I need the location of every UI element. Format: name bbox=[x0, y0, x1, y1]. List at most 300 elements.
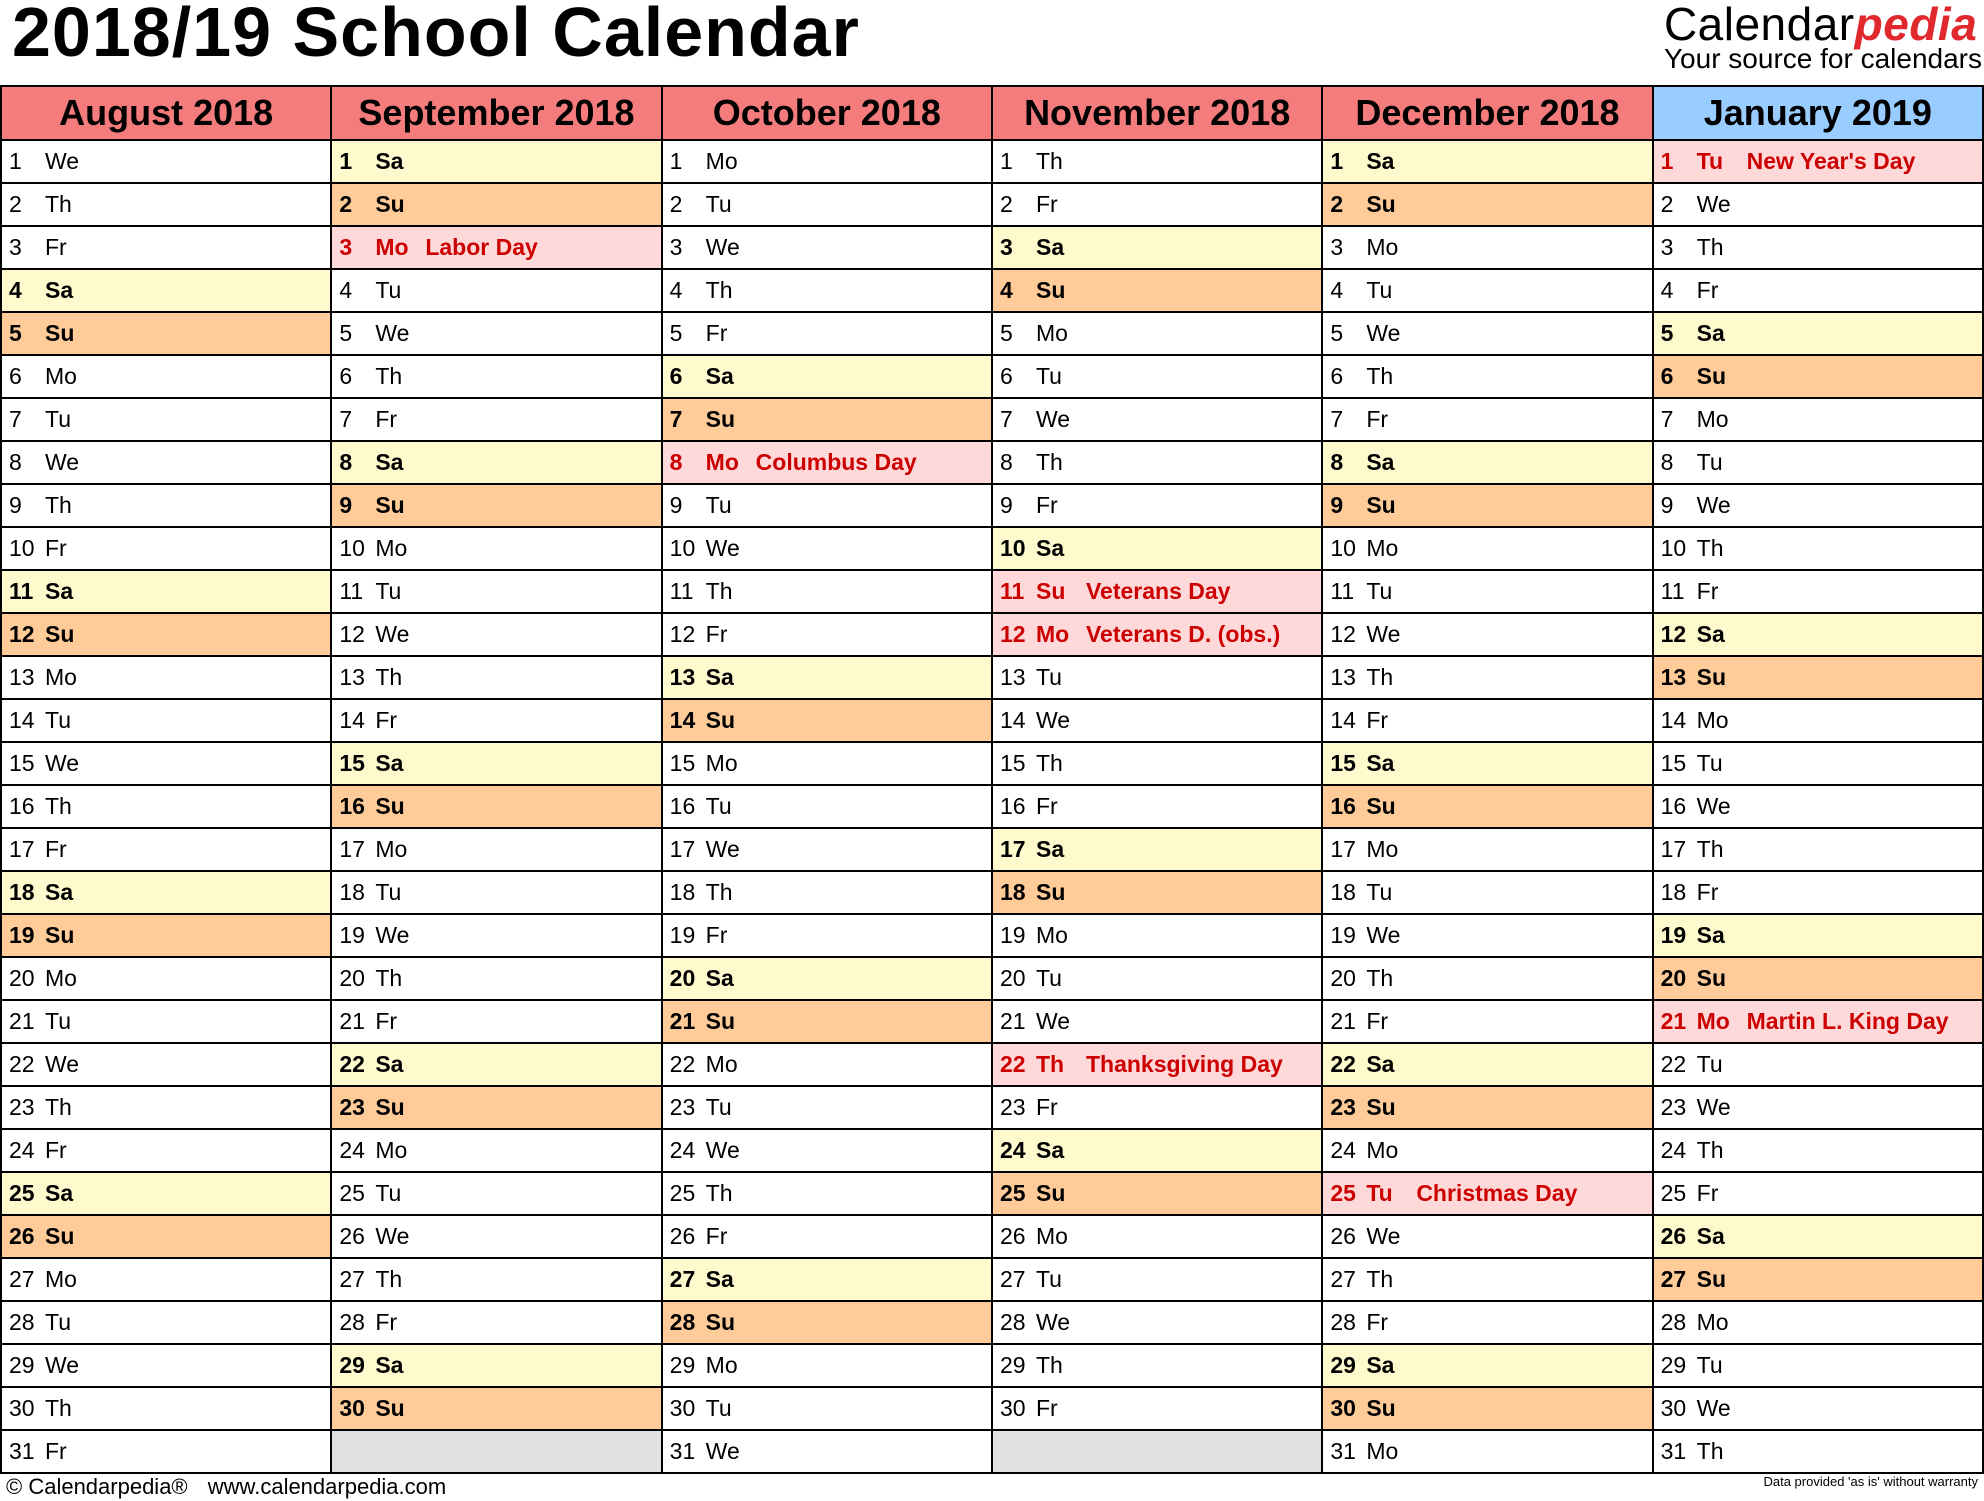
day-content bbox=[332, 1388, 660, 1429]
day-cell bbox=[1653, 1258, 1983, 1301]
day-number: 28 bbox=[339, 1309, 365, 1335]
day-number: 25 bbox=[669, 1180, 696, 1206]
day-content bbox=[332, 915, 660, 956]
day-content bbox=[332, 485, 660, 526]
page-title: 2018/19 School Calendar bbox=[12, 0, 860, 71]
weekday-label: Sa bbox=[375, 148, 404, 174]
day-cell bbox=[1653, 484, 1983, 527]
day-content bbox=[1654, 1388, 1982, 1429]
weekday-label: Th bbox=[1696, 1137, 1724, 1163]
weekday-label: Tu bbox=[375, 879, 402, 905]
weekday-label: Sa bbox=[1696, 922, 1725, 948]
day-content bbox=[1323, 485, 1651, 526]
day-row bbox=[1, 1301, 1983, 1344]
day-number: 15 bbox=[1660, 750, 1687, 776]
day-number: 12 bbox=[9, 621, 35, 647]
day-content bbox=[1654, 1087, 1982, 1128]
weekday-label: We bbox=[1366, 320, 1401, 346]
day-cell bbox=[1322, 699, 1652, 742]
day-number: 23 bbox=[999, 1094, 1026, 1120]
weekday-label: We bbox=[705, 836, 740, 862]
day-content bbox=[2, 1431, 330, 1472]
day-cell bbox=[1653, 1215, 1983, 1258]
day-number: 28 bbox=[999, 1309, 1026, 1335]
day-number: 1 bbox=[339, 148, 353, 174]
day-number: 13 bbox=[1330, 664, 1356, 690]
day-cell bbox=[331, 1215, 661, 1258]
day-cell bbox=[331, 828, 661, 871]
day-content bbox=[2, 442, 330, 483]
holiday-label: Labor Day bbox=[425, 234, 538, 260]
day-number: 9 bbox=[9, 492, 22, 518]
day-cell bbox=[992, 699, 1322, 742]
day-content bbox=[663, 442, 991, 483]
day-number: 22 bbox=[339, 1051, 365, 1077]
day-row bbox=[1, 1086, 1983, 1129]
day-number: 1 bbox=[9, 148, 22, 174]
day-number: 19 bbox=[669, 922, 696, 948]
logo-brand-accent: pedia bbox=[1854, 0, 1978, 50]
weekday-label: Th bbox=[45, 1094, 72, 1120]
weekday-label: Su bbox=[375, 793, 405, 819]
day-number: 31 bbox=[1330, 1438, 1356, 1464]
weekday-label: Fr bbox=[375, 1309, 398, 1335]
day-number: 29 bbox=[9, 1352, 35, 1378]
weekday-label: Mo bbox=[1696, 707, 1729, 733]
weekday-label: Su bbox=[1366, 1395, 1396, 1421]
weekday-label: Fr bbox=[1366, 1008, 1389, 1034]
day-number: 27 bbox=[1330, 1266, 1356, 1292]
day-cell bbox=[1, 1172, 331, 1215]
weekday-label: Th bbox=[1366, 965, 1394, 991]
day-cell bbox=[662, 742, 992, 785]
day-content bbox=[332, 786, 660, 827]
day-cell bbox=[331, 699, 661, 742]
day-number: 22 bbox=[999, 1051, 1026, 1077]
weekday-label: Tu bbox=[375, 277, 402, 303]
day-number: 6 bbox=[9, 363, 22, 389]
day-number: 3 bbox=[999, 234, 1013, 260]
day-content bbox=[1323, 872, 1651, 913]
weekday-label: Su bbox=[1366, 492, 1396, 518]
day-content bbox=[332, 227, 660, 268]
day-content bbox=[663, 184, 991, 225]
day-cell bbox=[1322, 742, 1652, 785]
day-number: 4 bbox=[999, 277, 1013, 303]
day-number: 3 bbox=[1330, 234, 1344, 260]
day-cell bbox=[992, 1387, 1322, 1430]
day-number: 23 bbox=[339, 1094, 365, 1120]
day-cell bbox=[662, 1000, 992, 1043]
day-content bbox=[1323, 1302, 1651, 1343]
day-cell bbox=[1, 355, 331, 398]
day-content bbox=[1323, 1173, 1651, 1214]
weekday-label: Su bbox=[375, 492, 405, 518]
day-cell bbox=[1653, 1172, 1983, 1215]
day-number: 10 bbox=[339, 535, 365, 561]
day-cell bbox=[1653, 742, 1983, 785]
day-content bbox=[2, 743, 330, 784]
day-row bbox=[1, 1172, 1983, 1215]
holiday-cell bbox=[331, 226, 661, 269]
day-cell bbox=[1, 699, 331, 742]
weekday-label: Sa bbox=[1035, 535, 1065, 561]
day-number: 24 bbox=[999, 1137, 1026, 1163]
weekday-label: We bbox=[1035, 1008, 1071, 1034]
day-number: 25 bbox=[1330, 1180, 1356, 1206]
weekday-label: Th bbox=[1366, 1266, 1394, 1292]
weekday-label: Mo bbox=[375, 234, 409, 260]
day-cell bbox=[1, 785, 331, 828]
day-cell bbox=[1653, 527, 1983, 570]
day-content bbox=[1323, 1216, 1651, 1257]
day-content bbox=[663, 872, 991, 913]
day-number: 22 bbox=[669, 1051, 696, 1077]
day-content bbox=[993, 1173, 1321, 1214]
day-content bbox=[663, 786, 991, 827]
month-header: December 2018 bbox=[1322, 86, 1652, 140]
day-content bbox=[1323, 829, 1651, 870]
weekday-label: Th bbox=[1366, 363, 1394, 389]
day-cell bbox=[992, 269, 1322, 312]
weekday-label: Th bbox=[1035, 1352, 1063, 1378]
day-row bbox=[1, 914, 1983, 957]
day-content bbox=[663, 485, 991, 526]
weekday-label: Fr bbox=[45, 234, 67, 260]
day-number: 16 bbox=[999, 793, 1026, 819]
day-cell bbox=[1322, 140, 1652, 183]
empty-cell bbox=[331, 1430, 661, 1473]
day-number: 26 bbox=[669, 1223, 696, 1249]
day-number: 11 bbox=[339, 578, 364, 604]
weekday-label: We bbox=[705, 1438, 740, 1464]
weekday-label: Th bbox=[1035, 1051, 1065, 1077]
day-number: 29 bbox=[669, 1352, 696, 1378]
weekday-label: Tu bbox=[1696, 1352, 1723, 1378]
weekday-label: Fr bbox=[1696, 578, 1719, 604]
weekday-label: Tu bbox=[1366, 1180, 1393, 1206]
weekday-label: Tu bbox=[705, 793, 732, 819]
weekday-label: Th bbox=[45, 1395, 72, 1421]
weekday-label: Fr bbox=[45, 836, 67, 862]
day-cell bbox=[662, 699, 992, 742]
day-cell bbox=[992, 484, 1322, 527]
day-number: 11 bbox=[669, 578, 694, 604]
day-content bbox=[1654, 227, 1982, 268]
day-number: 21 bbox=[999, 1008, 1026, 1034]
day-number: 23 bbox=[1330, 1094, 1356, 1120]
day-number: 11 bbox=[1330, 578, 1355, 604]
day-content bbox=[1323, 227, 1651, 268]
day-content bbox=[993, 1001, 1321, 1042]
day-content bbox=[663, 141, 991, 182]
day-cell bbox=[1, 1387, 331, 1430]
day-number: 16 bbox=[339, 793, 365, 819]
day-cell bbox=[1, 957, 331, 1000]
weekday-label: We bbox=[1366, 922, 1401, 948]
day-content bbox=[993, 313, 1321, 354]
day-cell bbox=[1322, 398, 1652, 441]
day-cell bbox=[1, 570, 331, 613]
day-content bbox=[663, 829, 991, 870]
day-cell bbox=[992, 742, 1322, 785]
day-content bbox=[332, 356, 660, 397]
day-cell bbox=[331, 1000, 661, 1043]
day-number: 1 bbox=[1330, 148, 1344, 174]
day-content bbox=[663, 1001, 991, 1042]
day-number: 5 bbox=[9, 320, 22, 346]
weekday-label: Sa bbox=[1366, 1051, 1395, 1077]
day-number: 17 bbox=[339, 836, 365, 862]
day-number: 16 bbox=[9, 793, 35, 819]
day-number: 7 bbox=[999, 406, 1013, 432]
day-cell bbox=[1322, 871, 1652, 914]
day-content bbox=[993, 743, 1321, 784]
day-number: 23 bbox=[669, 1094, 696, 1120]
day-number: 8 bbox=[9, 449, 22, 475]
day-number: 18 bbox=[669, 879, 696, 905]
day-content bbox=[1654, 1216, 1982, 1257]
weekday-label: Su bbox=[1696, 1266, 1727, 1292]
day-content bbox=[993, 141, 1321, 182]
day-content bbox=[332, 1173, 660, 1214]
day-cell bbox=[992, 226, 1322, 269]
weekday-label: Sa bbox=[375, 750, 404, 776]
day-number: 4 bbox=[1660, 277, 1674, 303]
weekday-label: Mo bbox=[1035, 1223, 1068, 1249]
weekday-label: Th bbox=[1696, 836, 1724, 862]
footer-url[interactable]: www.calendarpedia.com bbox=[207, 1474, 447, 1499]
weekday-label: We bbox=[1035, 1309, 1071, 1335]
day-cell bbox=[331, 355, 661, 398]
weekday-label: Fr bbox=[45, 535, 67, 561]
day-cell bbox=[1, 269, 331, 312]
day-cell bbox=[1653, 398, 1983, 441]
holiday-cell bbox=[1322, 1172, 1652, 1215]
day-row bbox=[1, 785, 1983, 828]
day-content bbox=[1323, 356, 1651, 397]
day-number: 27 bbox=[669, 1266, 696, 1292]
day-cell bbox=[992, 1000, 1322, 1043]
day-cell bbox=[331, 441, 661, 484]
weekday-label: Tu bbox=[705, 492, 732, 518]
weekday-label: Fr bbox=[1366, 1309, 1389, 1335]
day-number: 20 bbox=[9, 965, 35, 991]
weekday-label: We bbox=[375, 621, 410, 647]
weekday-label: Th bbox=[1035, 449, 1063, 475]
day-cell bbox=[662, 226, 992, 269]
day-number: 7 bbox=[1330, 406, 1344, 432]
day-number: 5 bbox=[669, 320, 683, 346]
weekday-label: Sa bbox=[375, 1352, 404, 1378]
day-row bbox=[1, 1043, 1983, 1086]
day-cell bbox=[1322, 269, 1652, 312]
day-row bbox=[1, 1430, 1983, 1473]
weekday-label: Fr bbox=[1035, 1094, 1058, 1120]
day-cell bbox=[992, 957, 1322, 1000]
day-number: 19 bbox=[9, 922, 35, 948]
day-content bbox=[663, 1345, 991, 1386]
weekday-label: We bbox=[1696, 793, 1731, 819]
day-content bbox=[993, 1044, 1321, 1085]
day-cell bbox=[662, 570, 992, 613]
day-content bbox=[2, 1173, 330, 1214]
day-cell bbox=[1322, 613, 1652, 656]
day-cell bbox=[1653, 1344, 1983, 1387]
holiday-label: Veterans Day bbox=[1085, 578, 1231, 604]
weekday-label: Su bbox=[45, 922, 75, 948]
day-number: 6 bbox=[339, 363, 353, 389]
day-cell bbox=[1, 1215, 331, 1258]
weekday-label: Sa bbox=[375, 1051, 404, 1077]
day-content bbox=[993, 1345, 1321, 1386]
day-row bbox=[1, 355, 1983, 398]
month-header: January 2019 bbox=[1653, 86, 1983, 140]
day-cell bbox=[1322, 656, 1652, 699]
day-number: 29 bbox=[999, 1352, 1026, 1378]
day-number: 23 bbox=[9, 1094, 35, 1120]
day-row bbox=[1, 742, 1983, 785]
day-content bbox=[993, 399, 1321, 440]
weekday-label: Sa bbox=[1696, 320, 1725, 346]
weekday-label: We bbox=[375, 1223, 410, 1249]
weekday-label: Th bbox=[375, 664, 403, 690]
day-number: 4 bbox=[1330, 277, 1344, 303]
weekday-label: We bbox=[375, 320, 410, 346]
day-row bbox=[1, 699, 1983, 742]
day-content bbox=[663, 1087, 991, 1128]
day-content bbox=[2, 958, 330, 999]
weekday-label: Sa bbox=[1696, 621, 1725, 647]
day-content bbox=[1654, 1044, 1982, 1085]
weekday-label: We bbox=[45, 750, 80, 776]
calendarpedia-logo[interactable] bbox=[1664, 0, 1982, 74]
day-cell bbox=[1653, 785, 1983, 828]
day-cell bbox=[1322, 785, 1652, 828]
day-cell bbox=[331, 1344, 661, 1387]
day-cell bbox=[992, 441, 1322, 484]
weekday-label: Tu bbox=[45, 406, 71, 432]
day-number: 4 bbox=[669, 277, 683, 303]
day-number: 29 bbox=[1660, 1352, 1687, 1378]
day-content bbox=[663, 1431, 991, 1472]
day-cell bbox=[662, 656, 992, 699]
day-content bbox=[1323, 915, 1651, 956]
weekday-label: Su bbox=[705, 1008, 736, 1034]
weekday-label: Mo bbox=[705, 1051, 738, 1077]
day-content bbox=[993, 1216, 1321, 1257]
day-number: 17 bbox=[669, 836, 696, 862]
day-content bbox=[332, 442, 660, 483]
day-number: 3 bbox=[1660, 234, 1674, 260]
day-cell bbox=[1653, 871, 1983, 914]
day-row bbox=[1, 828, 1983, 871]
holiday-cell bbox=[992, 613, 1322, 656]
day-content bbox=[1654, 915, 1982, 956]
month-header: August 2018 bbox=[1, 86, 331, 140]
day-content bbox=[332, 1259, 660, 1300]
logo-tagline: Your source for calendars bbox=[1663, 43, 1982, 74]
day-number: 18 bbox=[9, 879, 35, 905]
day-cell bbox=[1, 1344, 331, 1387]
day-number: 19 bbox=[999, 922, 1026, 948]
weekday-label: Su bbox=[1366, 793, 1396, 819]
day-number: 18 bbox=[1330, 879, 1356, 905]
day-content bbox=[663, 915, 991, 956]
weekday-label: Fr bbox=[45, 1137, 67, 1163]
day-content bbox=[1323, 1001, 1651, 1042]
day-number: 27 bbox=[9, 1266, 35, 1292]
day-cell bbox=[662, 957, 992, 1000]
day-cell bbox=[331, 484, 661, 527]
day-cell bbox=[992, 1086, 1322, 1129]
day-content bbox=[332, 657, 660, 698]
holiday-label: Martin L. King Day bbox=[1746, 1008, 1949, 1034]
day-content bbox=[2, 184, 330, 225]
day-cell bbox=[1653, 441, 1983, 484]
day-number: 17 bbox=[999, 836, 1026, 862]
weekday-label: Su bbox=[705, 707, 736, 733]
day-cell bbox=[331, 1129, 661, 1172]
weekday-label: Mo bbox=[375, 535, 408, 561]
day-content bbox=[2, 227, 330, 268]
day-content bbox=[663, 399, 991, 440]
day-content bbox=[1654, 1259, 1982, 1300]
day-number: 21 bbox=[1330, 1008, 1356, 1034]
day-number: 21 bbox=[1660, 1008, 1687, 1034]
day-number: 2 bbox=[1330, 191, 1344, 217]
weekday-label: Fr bbox=[375, 406, 398, 432]
holiday-label: Thanksgiving Day bbox=[1085, 1051, 1283, 1077]
weekday-label: Sa bbox=[1035, 234, 1065, 260]
weekday-label: Th bbox=[1366, 664, 1394, 690]
day-number: 19 bbox=[1660, 922, 1687, 948]
weekday-label: Tu bbox=[1696, 148, 1724, 174]
day-content bbox=[332, 958, 660, 999]
day-content bbox=[332, 872, 660, 913]
day-number: 26 bbox=[999, 1223, 1026, 1249]
holiday-label: Veterans D. (obs.) bbox=[1085, 621, 1281, 647]
day-number: 14 bbox=[1660, 707, 1687, 733]
day-cell bbox=[331, 656, 661, 699]
weekday-label: Mo bbox=[1696, 1008, 1730, 1034]
day-content bbox=[2, 829, 330, 870]
day-cell bbox=[662, 785, 992, 828]
day-cell bbox=[1322, 312, 1652, 355]
day-number: 6 bbox=[1660, 363, 1674, 389]
weekday-label: Fr bbox=[1035, 191, 1058, 217]
day-content bbox=[2, 786, 330, 827]
day-cell bbox=[331, 1258, 661, 1301]
day-cell bbox=[662, 1215, 992, 1258]
weekday-label: Tu bbox=[1696, 1051, 1723, 1077]
weekday-label: Sa bbox=[1366, 148, 1395, 174]
day-row bbox=[1, 1215, 1983, 1258]
day-cell bbox=[1653, 226, 1983, 269]
day-cell bbox=[1653, 656, 1983, 699]
day-cell bbox=[1322, 1129, 1652, 1172]
day-cell bbox=[662, 1172, 992, 1215]
holiday-label: Christmas Day bbox=[1416, 1180, 1578, 1206]
day-cell bbox=[331, 183, 661, 226]
day-row bbox=[1, 1344, 1983, 1387]
day-content bbox=[1323, 614, 1651, 655]
day-cell bbox=[992, 355, 1322, 398]
day-number: 17 bbox=[1330, 836, 1356, 862]
weekday-label: Sa bbox=[1035, 1137, 1065, 1163]
logo-brand bbox=[1664, 0, 1982, 48]
day-cell bbox=[1653, 1129, 1983, 1172]
